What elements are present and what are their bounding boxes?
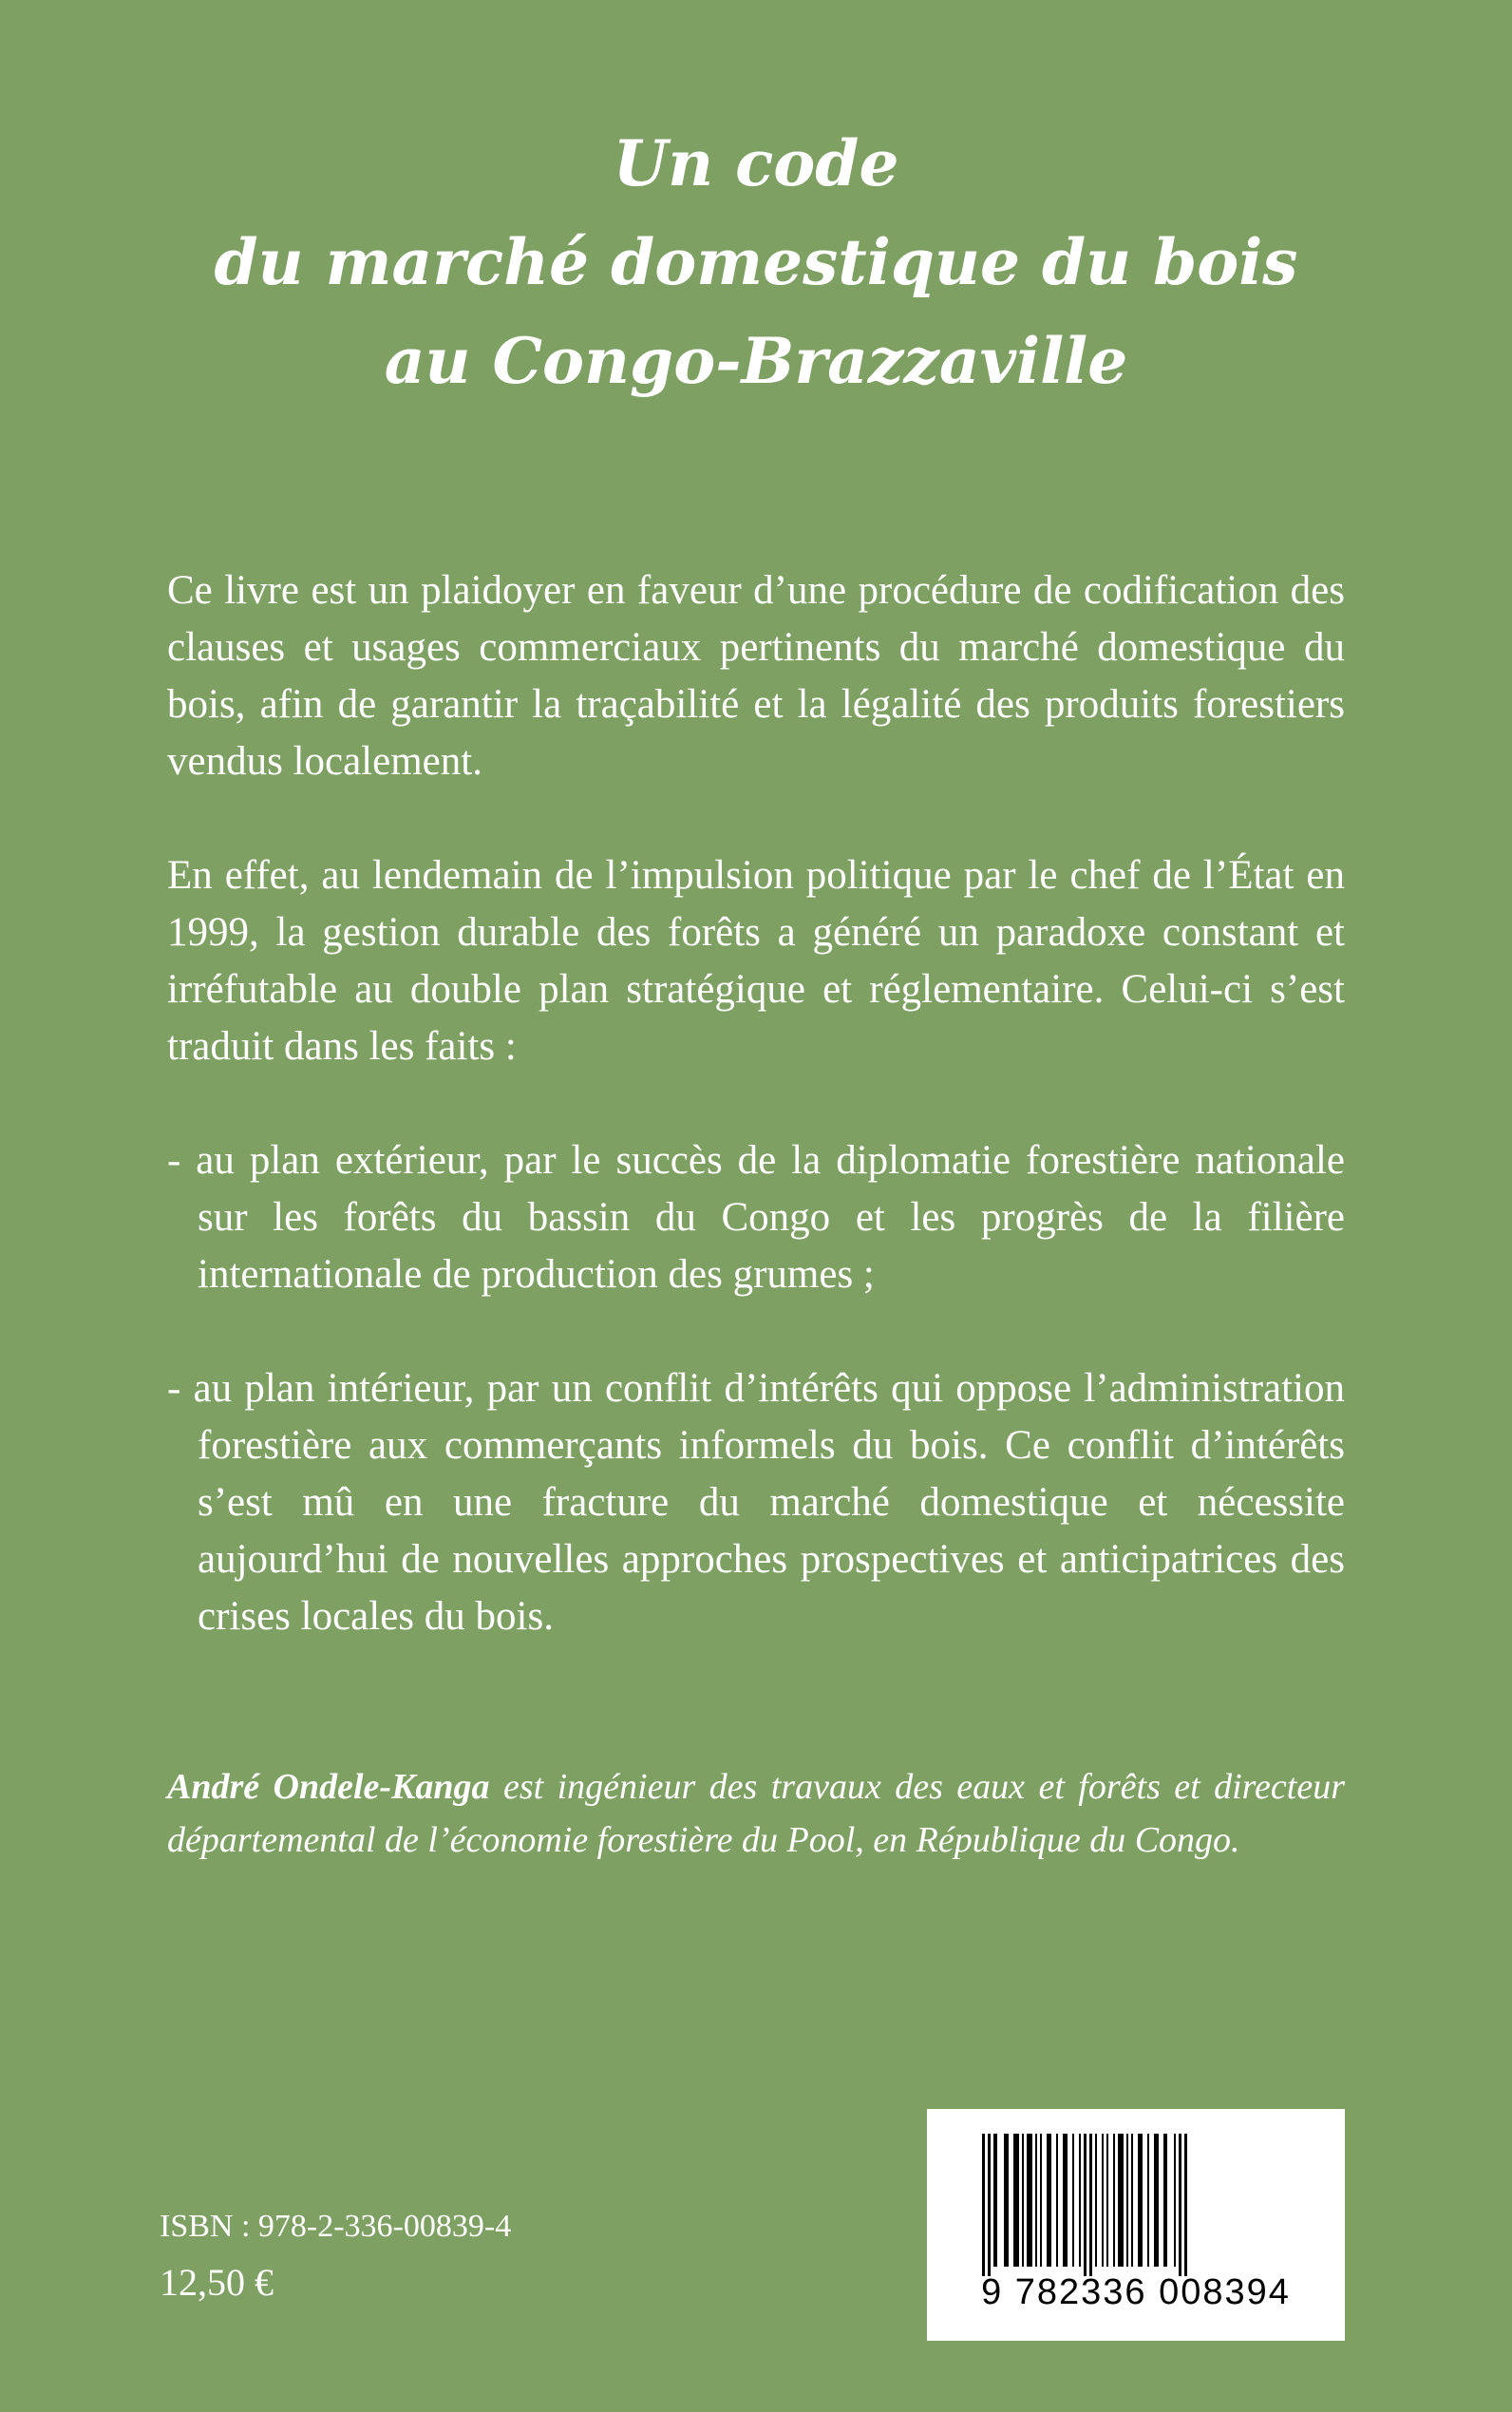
- barcode-bar: [1102, 2134, 1104, 2267]
- barcode-bar: [993, 2134, 997, 2267]
- barcode-bar: [1022, 2134, 1024, 2267]
- blurb-paragraph-1: Ce livre est un plaidoyer en faveur d’une procédure de codification des clauses et usages commerciaux pertinents du marché domestique du bois, afin de garantir la traçabilité et la légalité des produits forestiers vendus localement.: [167, 568, 1345, 784]
- barcode-bar: [1147, 2134, 1149, 2267]
- barcode-bar: [1118, 2134, 1124, 2267]
- price: 12,50 €: [160, 2261, 274, 2304]
- barcode-bar: [988, 2134, 991, 2276]
- barcode-bar: [982, 2134, 985, 2276]
- author-bio: [167, 1760, 1345, 1867]
- barcode-bar: [1163, 2134, 1167, 2267]
- author-name: André Ondele-Kanga: [167, 1767, 490, 1807]
- barcode-bar: [1056, 2134, 1058, 2267]
- barcode-bar: [1154, 2134, 1159, 2267]
- author-description: est ingénieur des travaux des eaux et forêts et directeur départemental de l’économie forestière du Pool, en République du Congo.: [167, 1767, 1345, 1860]
- barcode-bar: [1106, 2134, 1108, 2267]
- barcode-bar: [1174, 2134, 1176, 2267]
- blurb: [167, 562, 1345, 1702]
- barcode-bar: [1184, 2134, 1187, 2276]
- barcode-bar: [1063, 2134, 1068, 2267]
- barcode-bar: [1079, 2134, 1081, 2267]
- barcode-bar: [1040, 2134, 1042, 2267]
- barcode-bar: [1004, 2134, 1009, 2267]
- title-line-3: au Congo-Brazzaville: [384, 324, 1128, 398]
- blurb-bullet-2: - au plan intérieur, par un conflit d’intérêts qui oppose l’administration forestière aux commerçants informels du bois. Ce conflit d’intérêts s’est mû en une fracture du marché domestique et nécessite aujourd’hui de nouvelles approches prospectives et anticipatrices des crises locales du bois.: [167, 1366, 1345, 1639]
- barcode-number: 9 782336 008394: [981, 2272, 1291, 2312]
- barcode-bar: [1072, 2134, 1074, 2267]
- barcode-bar: [1179, 2134, 1181, 2276]
- blurb-bullet-1: - au plan extérieur, par le succès de la diplomatie forestière nationale sur les forêts du bassin du Congo et les progrès de la filière internationale de production des grumes ;: [167, 1138, 1345, 1297]
- barcode-bar: [1131, 2134, 1133, 2267]
- barcode-bar: [1095, 2134, 1097, 2267]
- barcode-bar: [1126, 2134, 1128, 2267]
- barcode-bar: [1138, 2134, 1143, 2267]
- barcode-bar: [1089, 2134, 1092, 2276]
- barcode-bar: [1013, 2134, 1019, 2267]
- title-line-2: du marché domestique du bois: [214, 225, 1298, 299]
- isbn: ISBN : 978-2-336-00839-4: [160, 2209, 512, 2244]
- title-line-1: Un code: [613, 126, 899, 200]
- barcode-bar: [1035, 2134, 1037, 2267]
- barcode: [927, 2109, 1345, 2341]
- blurb-paragraph-2: En effet, au lendemain de l’impulsion politique par le chef de l’État en 1999, la gestion durable des forêts a généré un paradoxe constant et irréfutable au double plan stratégique et réglementaire. Celui-ci s’est traduit dans les faits :: [167, 853, 1345, 1069]
- book-title: [0, 114, 1512, 410]
- barcode-bar: [1027, 2134, 1032, 2267]
- barcode-bar: [1084, 2134, 1087, 2276]
- barcode-bar: [1047, 2134, 1051, 2267]
- barcode-bar: [1113, 2134, 1115, 2267]
